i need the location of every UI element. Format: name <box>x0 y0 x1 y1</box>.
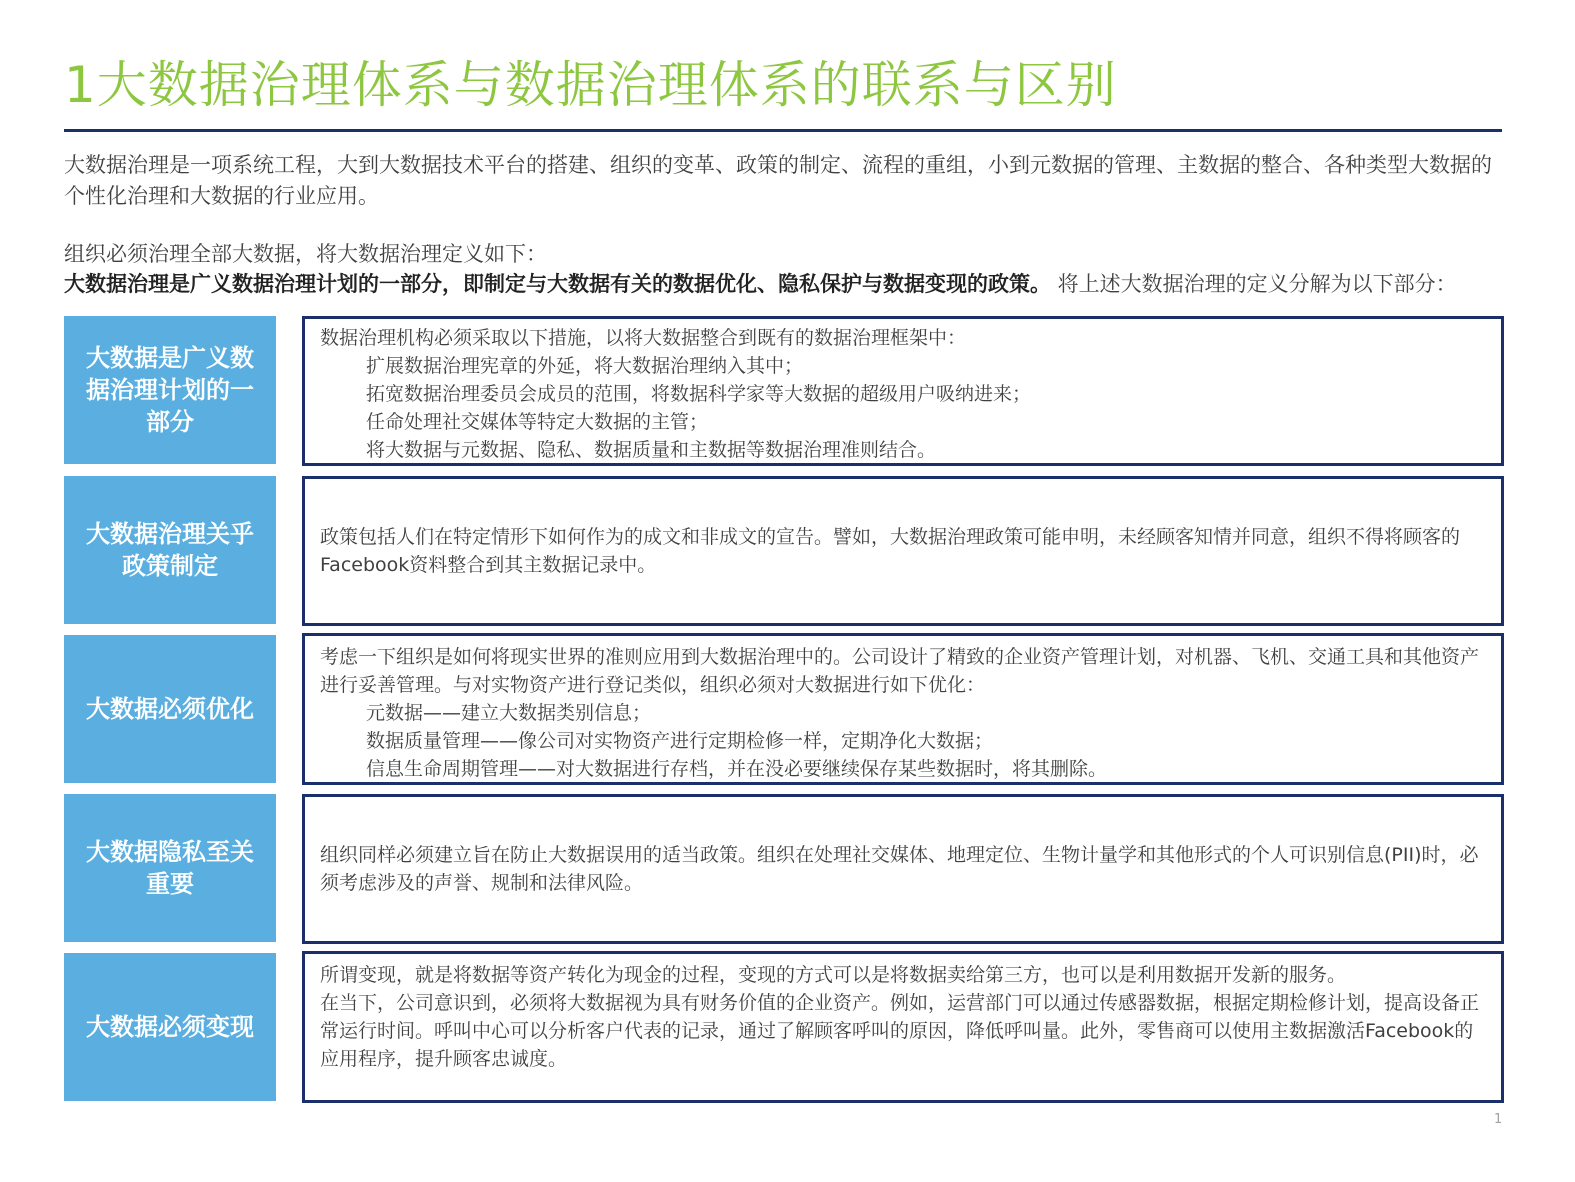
row-label-policy: 大数据治理关乎政策制定 <box>64 476 276 624</box>
page-title: 1大数据治理体系与数据治理体系的联系与区别 <box>64 56 1117 114</box>
row-content-part-of-governance <box>302 316 1504 466</box>
row-content-privacy <box>302 794 1504 944</box>
row-line: 政策包括人们在特定情形下如何作为的成文和非成文的宣告。譬如，大数据治理政策可能申明，未经顾客知情并同意，组织不得将顾客的Facebook资料整合到其主数据记录中。 <box>320 526 1461 576</box>
row-line: 扩展数据治理宪章的外延，将大数据治理纳入其中； <box>366 355 804 377</box>
intro-paragraph: 大数据治理是一项系统工程，大到大数据技术平台的搭建、组织的变革、政策的制定、流程的重组，小到元数据的管理、主数据的整合、各种类型大数据的个性化治理和大数据的行业应用。 <box>64 153 1492 208</box>
lead-sentence: 组织必须治理全部大数据，将大数据治理定义如下： <box>64 242 547 266</box>
page-number: 1 <box>1494 1112 1503 1127</box>
row-line: 所谓变现，就是将数据等资产转化为现金的过程，变现的方式可以是将数据卖给第三方，也可以是利用数据开发新的服务。 <box>320 964 1347 986</box>
row-content-monetize <box>302 951 1504 1103</box>
row-label-monetize: 大数据必须变现 <box>64 953 276 1101</box>
row-label-part-of-governance: 大数据是广义数据治理计划的一部分 <box>64 316 276 464</box>
row-label-optimize: 大数据必须优化 <box>64 635 276 783</box>
row-line: 考虑一下组织是如何将现实世界的准则应用到大数据治理中的。公司设计了精致的企业资产管理计划，对机器、飞机、交通工具和其他资产进行妥善管理。与对实物资产进行登记类似，组织必须对大数据进行如下优化： <box>320 646 1480 696</box>
row-line: 将大数据与元数据、隐私、数据质量和主数据等数据治理准则结合。 <box>366 439 937 461</box>
definition-rest: 将上述大数据治理的定义分解为以下部分： <box>1051 272 1457 296</box>
row-line: 组织同样必须建立旨在防止大数据误用的适当政策。组织在处理社交媒体、地理定位、生物计量学和其他形式的个人可识别信息(PII)时，必须考虑涉及的声誉、规制和法律风险。 <box>320 844 1479 894</box>
row-line: 数据质量管理——像公司对实物资产进行定期检修一样，定期净化大数据； <box>366 730 994 752</box>
row-label-privacy: 大数据隐私至关重要 <box>64 794 276 942</box>
definition-paragraph <box>64 269 1504 317</box>
row-line: 任命处理社交媒体等特定大数据的主管； <box>366 411 709 433</box>
row-line: 元数据——建立大数据类别信息； <box>366 702 652 724</box>
row-line: 数据治理机构必须采取以下措施，以将大数据整合到既有的数据治理框架中： <box>320 327 967 349</box>
row-line: 信息生命周期管理——对大数据进行存档，并在没必要继续保存某些数据时，将其删除。 <box>366 758 1108 780</box>
row-line: 拓宽数据治理委员会成员的范围，将数据科学家等大数据的超级用户吸纳进来； <box>366 383 1032 405</box>
title-divider <box>64 129 1502 132</box>
row-line: 在当下，公司意识到，必须将大数据视为具有财务价值的企业资产。例如，运营部门可以通过传感器数据，根据定期检修计划，提高设备正常运行时间。呼叫中心可以分析客户代表的记录，通过了解顾客呼叫的原因，降低呼叫量。此外，零售商可以使用主数据激活Facebook的应用程序，提升顾客忠诚度。 <box>320 992 1480 1070</box>
row-content-policy <box>302 476 1504 626</box>
definition-bold: 大数据治理是广义数据治理计划的一部分，即制定与大数据有关的数据优化、隐私保护与数据变现的政策。 <box>64 272 1051 296</box>
row-content-optimize <box>302 633 1504 785</box>
